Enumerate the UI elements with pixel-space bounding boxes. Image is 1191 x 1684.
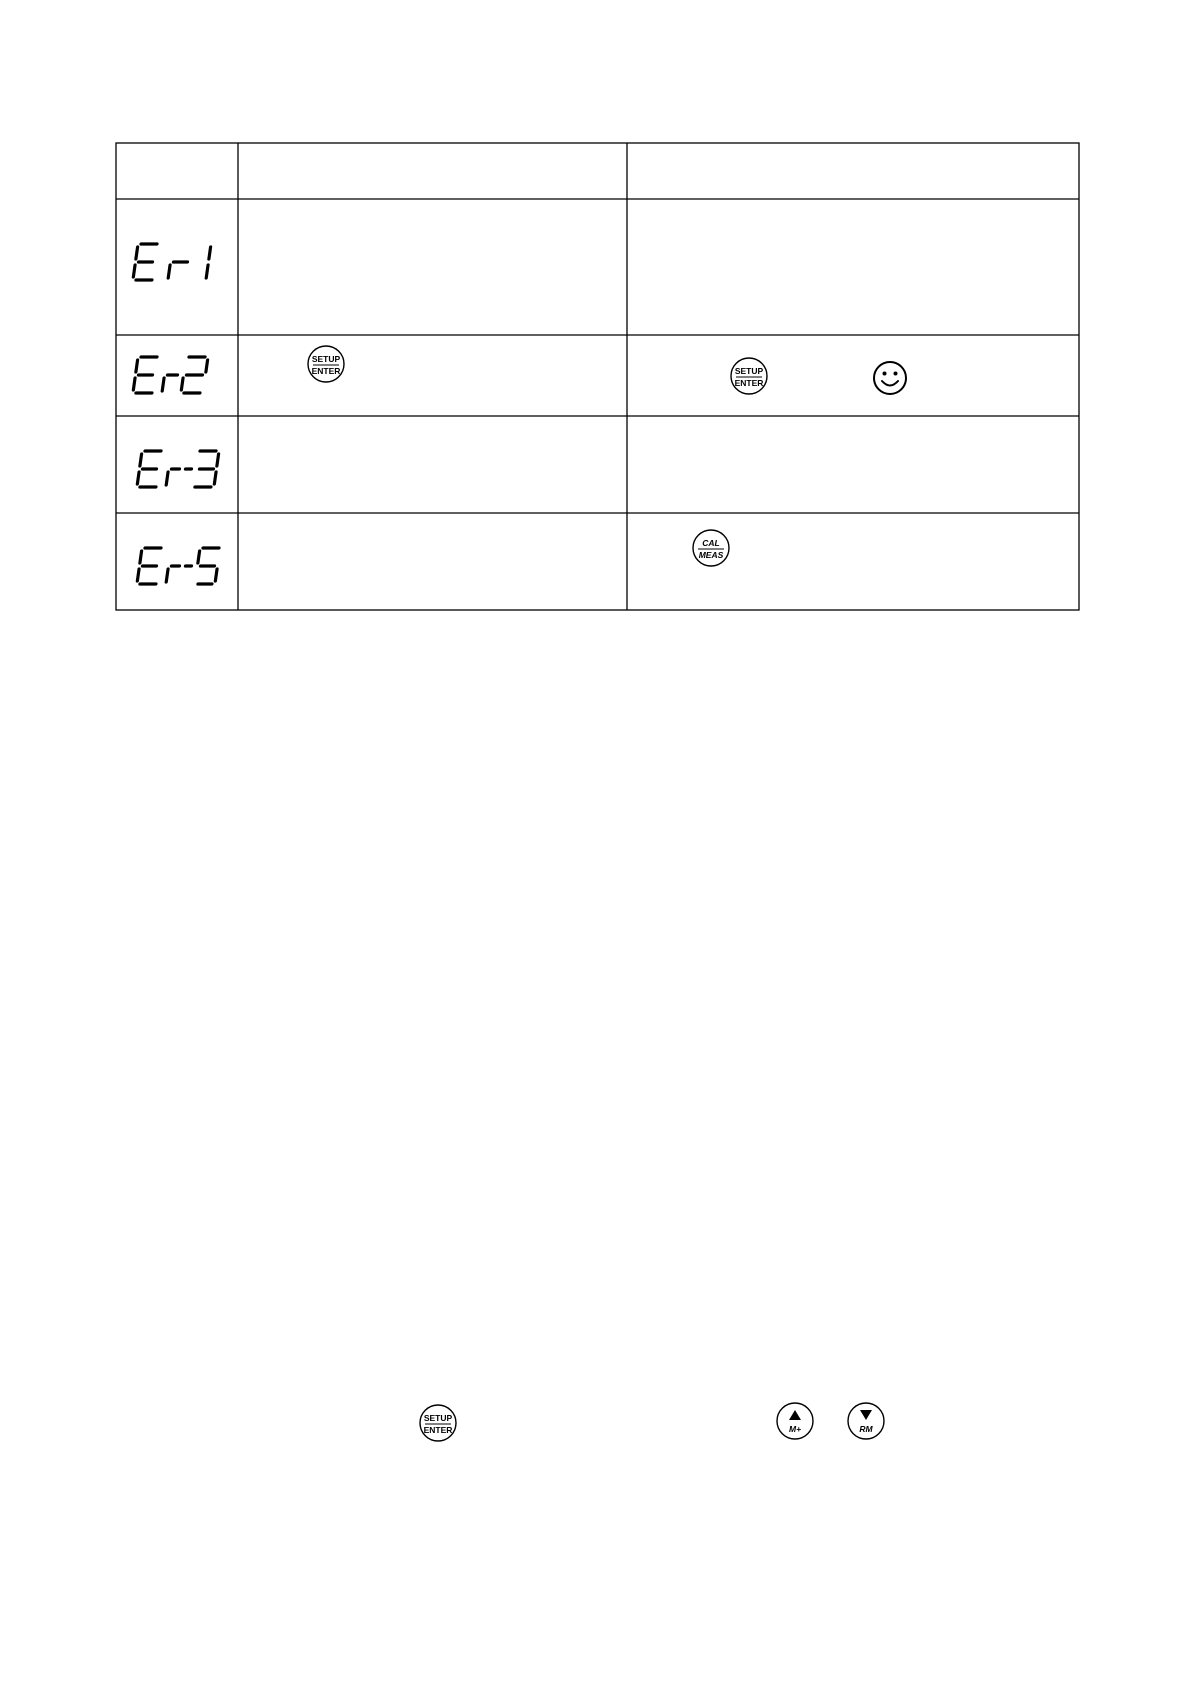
down-arrow-icon <box>848 1403 884 1439</box>
error-code-er1-display <box>133 244 211 280</box>
error-code-er5-display <box>137 548 220 584</box>
svg-text:SETUP: SETUP <box>423 1413 453 1423</box>
error-code-er2-display <box>133 357 208 393</box>
svg-text:SETUP: SETUP <box>311 354 341 364</box>
table-grid <box>116 143 1079 610</box>
svg-text:ENTER: ENTER <box>734 378 764 388</box>
error-code-er3-display <box>137 451 219 487</box>
setup-enter-icon <box>308 346 344 382</box>
svg-text:SETUP: SETUP <box>734 366 764 376</box>
svg-text:CAL: CAL <box>702 538 720 548</box>
setup-enter-icon <box>731 358 767 394</box>
smiley-face-icon <box>874 362 906 394</box>
svg-text:ENTER: ENTER <box>423 1425 453 1435</box>
setup-enter-icon <box>420 1405 456 1441</box>
cal-meas-icon <box>693 530 729 566</box>
svg-text:ENTER: ENTER <box>311 366 341 376</box>
up-arrow-icon <box>777 1403 813 1439</box>
svg-text:MEAS: MEAS <box>698 550 724 560</box>
svg-text:M+: M+ <box>788 1424 802 1434</box>
svg-text:RM: RM <box>859 1424 873 1434</box>
